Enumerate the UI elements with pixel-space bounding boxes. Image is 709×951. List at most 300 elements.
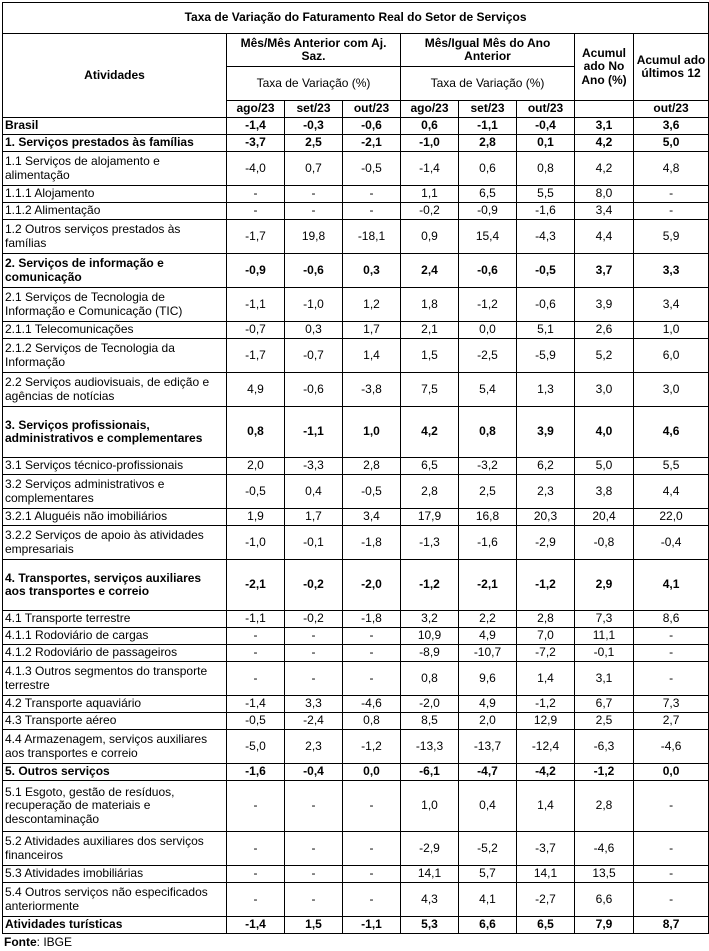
value-cell: -1,0 [285,288,343,322]
value-cell: -1,1 [459,118,517,135]
value-cell: -0,3 [285,118,343,135]
value-cell: -1,2 [575,764,634,781]
value-cell: -13,3 [401,730,459,764]
value-cell: 1,7 [285,509,343,526]
activity-label: 4. Transportes, serviços auxiliares aos transportes e correio [3,560,227,611]
value-cell: - [285,203,343,220]
activity-label: 2.1 Serviços de Tecnologia de Informação e Comunicação (TIC) [3,288,227,322]
value-cell: -1,8 [343,611,401,628]
value-cell: -1,7 [227,220,285,254]
activity-label: 2.1.1 Telecomunicações [3,322,227,339]
value-cell: -1,4 [227,696,285,713]
value-cell: - [285,883,343,917]
value-cell: -1,3 [401,526,459,560]
value-cell: -1,2 [459,288,517,322]
value-cell: 5,5 [517,186,575,203]
value-cell: -0,6 [459,254,517,288]
value-cell: 3,1 [575,662,634,696]
value-cell: 1,4 [517,662,575,696]
value-cell: -4,3 [517,220,575,254]
activity-label: 4.2 Transporte aquaviário [3,696,227,713]
table-title: Taxa de Variação do Faturamento Real do Setor de Serviços [3,3,709,34]
table-row [3,560,709,611]
value-cell: -3,7 [517,832,575,866]
value-cell: - [343,662,401,696]
source-label: Fonte [4,935,37,949]
value-cell: -0,9 [227,254,285,288]
value-cell: 0,6 [401,118,459,135]
value-cell: - [634,866,709,883]
value-cell: -0,5 [227,713,285,730]
value-cell: - [343,883,401,917]
month-header-empty [575,101,634,118]
value-cell: 3,2 [401,611,459,628]
value-cell: 3,3 [285,696,343,713]
activity-label: 4.1 Transporte terrestre [3,611,227,628]
value-cell: -0,4 [517,118,575,135]
value-cell: 3,0 [634,373,709,407]
value-cell: - [634,883,709,917]
table-row [3,407,709,458]
value-cell: - [634,781,709,832]
value-cell: -1,2 [343,730,401,764]
value-cell: -1,6 [227,764,285,781]
header-acumul-ano: Acumul ado No Ano (%) [575,34,634,101]
value-cell: 1,5 [285,917,343,934]
value-cell: 1,9 [227,509,285,526]
table-row [3,254,709,288]
value-cell: 2,5 [285,135,343,152]
value-cell: 2,8 [459,135,517,152]
value-cell: - [634,662,709,696]
value-cell: - [285,186,343,203]
value-cell: -0,2 [285,611,343,628]
value-cell: - [634,186,709,203]
value-cell: 5,0 [634,135,709,152]
value-cell: 3,8 [575,475,634,509]
value-cell: - [343,628,401,645]
header-atividades: Atividades [3,34,227,118]
value-cell: 2,3 [517,475,575,509]
value-cell: 0,0 [634,764,709,781]
value-cell: 3,4 [634,288,709,322]
value-cell: -0,5 [227,475,285,509]
table-row [3,662,709,696]
activity-label: Atividades turísticas [3,917,227,934]
value-cell: 8,0 [575,186,634,203]
activity-label: 3. Serviços profissionais, administrativos e complementares [3,407,227,458]
table-row [3,730,709,764]
value-cell: -0,6 [517,288,575,322]
value-cell: 0,7 [285,152,343,186]
table-row [3,645,709,662]
activity-label: 1. Serviços prestados às famílias [3,135,227,152]
table-row [3,475,709,509]
value-cell: -2,5 [459,339,517,373]
value-cell: 1,4 [343,339,401,373]
value-cell: -2,1 [459,560,517,611]
value-cell: 2,8 [343,458,401,475]
month-header-1: set/23 [285,101,343,118]
value-cell: -2,9 [517,526,575,560]
value-cell: -0,1 [575,645,634,662]
value-cell: - [343,832,401,866]
value-cell: 3,1 [575,118,634,135]
header-taxa-1: Taxa de Variação (%) [227,67,401,101]
value-cell: 2,8 [575,781,634,832]
value-cell: - [227,866,285,883]
value-cell: -5,2 [459,832,517,866]
value-cell: -2,1 [227,560,285,611]
value-cell: 0,8 [401,662,459,696]
value-cell: -2,0 [401,696,459,713]
value-cell: -2,7 [517,883,575,917]
value-cell: -6,1 [401,764,459,781]
header-taxa-2: Taxa de Variação (%) [401,67,575,101]
table-row [3,764,709,781]
activity-label: 5.3 Atividades imobiliárias [3,866,227,883]
table-row [3,322,709,339]
header-group-month-over-month: Mês/Mês Anterior com Aj. Saz. [227,34,401,67]
activity-label: 1.2 Outros serviços prestados às famílias [3,220,227,254]
activity-label: 4.1.1 Rodoviário de cargas [3,628,227,645]
activity-label: 1.1 Serviços de alojamento e alimentação [3,152,227,186]
value-cell: -3,2 [459,458,517,475]
value-cell: 1,2 [343,288,401,322]
value-cell: -0,9 [459,203,517,220]
value-cell: 6,5 [459,186,517,203]
value-cell: 2,6 [575,322,634,339]
value-cell: 2,4 [401,254,459,288]
table-row [3,152,709,186]
value-cell: - [343,203,401,220]
table-row [3,288,709,322]
value-cell: 2,1 [401,322,459,339]
value-cell: -0,8 [575,526,634,560]
month-header-2: out/23 [343,101,401,118]
activity-label: 4.4 Armazenagem, serviços auxiliares aos transportes e correio [3,730,227,764]
value-cell: 3,6 [634,118,709,135]
value-cell: - [285,662,343,696]
value-cell: - [285,645,343,662]
value-cell: -2,9 [401,832,459,866]
value-cell: -4,6 [343,696,401,713]
value-cell: 1,0 [634,322,709,339]
value-cell: 2,5 [459,475,517,509]
value-cell: -4,6 [634,730,709,764]
value-cell: 4,9 [459,696,517,713]
value-cell: 5,3 [401,917,459,934]
value-cell: -1,1 [343,917,401,934]
value-cell: 2,9 [575,560,634,611]
month-header-3: ago/23 [401,101,459,118]
value-cell: -12,4 [517,730,575,764]
value-cell: 4,3 [401,883,459,917]
value-cell: 4,9 [459,628,517,645]
table-row [3,696,709,713]
value-cell: 20,3 [517,509,575,526]
value-cell: 14,1 [517,866,575,883]
value-cell: -3,3 [285,458,343,475]
value-cell: -0,5 [517,254,575,288]
value-cell: 0,1 [517,135,575,152]
value-cell: 4,6 [634,407,709,458]
value-cell: 1,1 [401,186,459,203]
activity-label: Brasil [3,118,227,135]
activity-label: 5.2 Atividades auxiliares dos serviços financeiros [3,832,227,866]
value-cell: 2,2 [459,611,517,628]
header-acumul-12: Acumul ado últimos 12 [634,34,709,101]
value-cell: 2,5 [575,713,634,730]
value-cell: 4,1 [459,883,517,917]
value-cell: 1,3 [517,373,575,407]
value-cell: 2,8 [401,475,459,509]
value-cell: -0,4 [285,764,343,781]
value-cell: 11,1 [575,628,634,645]
value-cell: 2,3 [285,730,343,764]
table-row [3,135,709,152]
value-cell: 4,9 [227,373,285,407]
table-row [3,186,709,203]
value-cell: -0,5 [343,152,401,186]
value-cell: 1,5 [401,339,459,373]
value-cell: - [227,832,285,866]
header-group-year-over-year: Mês/Igual Mês do Ano Anterior [401,34,575,67]
value-cell: -1,8 [343,526,401,560]
month-header-6: out/23 [634,101,709,118]
activity-label: 1.1.2 Alimentação [3,203,227,220]
value-cell: -1,6 [517,203,575,220]
activity-label: 4.1.2 Rodoviário de passageiros [3,645,227,662]
value-cell: - [343,866,401,883]
value-cell: -1,6 [459,526,517,560]
month-header-4: set/23 [459,101,517,118]
value-cell: 5,4 [459,373,517,407]
value-cell: 3,3 [634,254,709,288]
value-cell: 0,8 [343,713,401,730]
value-cell: 6,7 [575,696,634,713]
value-cell: -2,4 [285,713,343,730]
value-cell: 5,2 [575,339,634,373]
value-cell: 2,0 [227,458,285,475]
activity-label: 2. Serviços de informação e comunicação [3,254,227,288]
value-cell: 6,2 [517,458,575,475]
table-row [3,781,709,832]
value-cell: - [285,628,343,645]
table-row [3,458,709,475]
value-cell: 17,9 [401,509,459,526]
value-cell: 5,0 [575,458,634,475]
value-cell: -1,4 [401,152,459,186]
value-cell: - [227,781,285,832]
value-cell: 16,8 [459,509,517,526]
activity-label: 3.1 Serviços técnico-profissionais [3,458,227,475]
value-cell: 2,8 [517,611,575,628]
value-cell: 3,9 [517,407,575,458]
activity-label: 1.1.1 Alojamento [3,186,227,203]
value-cell: -13,7 [459,730,517,764]
value-cell: 4,0 [575,407,634,458]
table-row [3,339,709,373]
value-cell: 15,4 [459,220,517,254]
value-cell: -2,1 [343,135,401,152]
value-cell: - [343,781,401,832]
value-cell: 4,2 [575,135,634,152]
value-cell: 0,3 [343,254,401,288]
value-cell: -1,0 [227,526,285,560]
value-cell: 5,7 [459,866,517,883]
activity-label: 3.2.1 Aluguéis não imobiliários [3,509,227,526]
activity-label: 5.4 Outros serviços não especificados anteriormente [3,883,227,917]
month-header-0: ago/23 [227,101,285,118]
value-cell: -4,7 [459,764,517,781]
value-cell: -1,4 [227,917,285,934]
value-cell: 1,7 [343,322,401,339]
value-cell: -0,5 [343,475,401,509]
table-row [3,509,709,526]
value-cell: 4,4 [575,220,634,254]
value-cell: -3,7 [227,135,285,152]
activity-label: 5.1 Esgoto, gestão de resíduos, recuperação de materiais e descontaminação [3,781,227,832]
activity-label: 3.2 Serviços administrativos e complementares [3,475,227,509]
value-cell: 0,0 [343,764,401,781]
value-cell: 4,2 [575,152,634,186]
value-cell: 0,8 [459,407,517,458]
value-cell: -4,6 [575,832,634,866]
table-row [3,118,709,135]
value-cell: -0,6 [343,118,401,135]
value-cell: - [285,866,343,883]
value-cell: 0,0 [459,322,517,339]
value-cell: -0,4 [634,526,709,560]
value-cell: -2,0 [343,560,401,611]
value-cell: -1,2 [401,560,459,611]
value-cell: 0,3 [285,322,343,339]
value-cell: - [227,645,285,662]
table-row [3,526,709,560]
value-cell: -7,2 [517,645,575,662]
value-cell: -0,6 [285,373,343,407]
value-cell: 2,7 [634,713,709,730]
value-cell: 5,1 [517,322,575,339]
value-cell: 0,9 [401,220,459,254]
value-cell: -1,1 [285,407,343,458]
value-cell: - [227,883,285,917]
value-cell: 5,9 [634,220,709,254]
value-cell: 1,0 [401,781,459,832]
table-row [3,832,709,866]
table-row [3,628,709,645]
activity-label: 3.2.2 Serviços de apoio às atividades empresariais [3,526,227,560]
value-cell: -4,0 [227,152,285,186]
value-cell: 0,6 [459,152,517,186]
activity-label: 2.2 Serviços audiovisuais, de edição e agências de notícias [3,373,227,407]
table-row [3,373,709,407]
activity-label: 5. Outros serviços [3,764,227,781]
value-cell: 3,0 [575,373,634,407]
value-cell: 7,3 [634,696,709,713]
value-cell: 22,0 [634,509,709,526]
value-cell: 0,8 [517,152,575,186]
value-cell: 0,8 [227,407,285,458]
value-cell: 4,2 [401,407,459,458]
value-cell: -1,4 [227,118,285,135]
activity-label: 4.3 Transporte aéreo [3,713,227,730]
value-cell: 2,0 [459,713,517,730]
table-row [3,713,709,730]
value-cell: 1,4 [517,781,575,832]
value-cell: 1,8 [401,288,459,322]
value-cell: - [634,645,709,662]
value-cell: - [227,628,285,645]
value-cell: 6,0 [634,339,709,373]
value-cell: 7,3 [575,611,634,628]
value-cell: 14,1 [401,866,459,883]
value-cell: 6,5 [401,458,459,475]
table-row [3,203,709,220]
source-note [4,935,72,949]
value-cell: - [343,645,401,662]
value-cell: - [227,186,285,203]
table-row [3,611,709,628]
value-cell: -0,2 [285,560,343,611]
value-cell: - [634,203,709,220]
value-cell: 7,5 [401,373,459,407]
value-cell: 3,7 [575,254,634,288]
value-cell: - [227,203,285,220]
value-cell: -18,1 [343,220,401,254]
value-cell: 7,9 [575,917,634,934]
value-cell: 5,5 [634,458,709,475]
value-cell: 9,6 [459,662,517,696]
month-header-5: out/23 [517,101,575,118]
value-cell: 4,1 [634,560,709,611]
value-cell: -1,0 [401,135,459,152]
value-cell: - [285,832,343,866]
value-cell: - [227,662,285,696]
value-cell: 12,9 [517,713,575,730]
value-cell: 19,8 [285,220,343,254]
value-cell: 8,6 [634,611,709,628]
value-cell: - [285,781,343,832]
value-cell: - [343,186,401,203]
value-cell: -4,2 [517,764,575,781]
value-cell: 8,5 [401,713,459,730]
value-cell: 13,5 [575,866,634,883]
table-row [3,866,709,883]
value-cell: 1,0 [343,407,401,458]
value-cell: 7,0 [517,628,575,645]
value-cell: 3,4 [575,203,634,220]
value-cell: 0,4 [459,781,517,832]
value-cell: -5,9 [517,339,575,373]
value-cell: -0,7 [285,339,343,373]
value-cell: 4,8 [634,152,709,186]
table-row [3,220,709,254]
value-cell: -6,3 [575,730,634,764]
value-cell: -0,1 [285,526,343,560]
activity-label: 2.1.2 Serviços de Tecnologia da Informação [3,339,227,373]
value-cell: 6,6 [459,917,517,934]
services-revenue-table [2,2,709,934]
value-cell: -0,7 [227,322,285,339]
value-cell: 3,4 [343,509,401,526]
value-cell: -1,1 [227,611,285,628]
value-cell: -1,7 [227,339,285,373]
value-cell: 4,4 [634,475,709,509]
activity-label: 4.1.3 Outros segmentos do transporte terrestre [3,662,227,696]
source-value: : IBGE [36,935,73,949]
